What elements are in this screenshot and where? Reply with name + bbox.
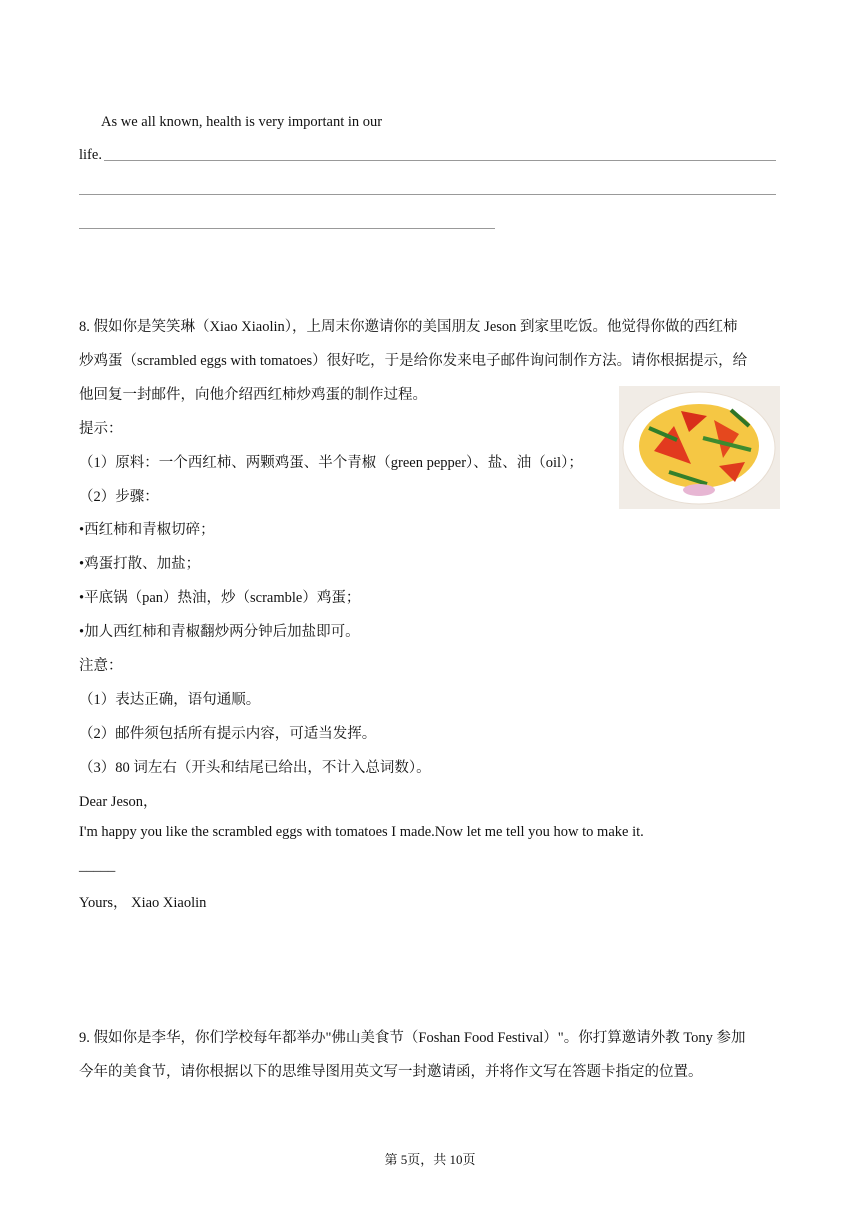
step-item: •平底锅（pan）热油，炒（scramble）鸡蛋； — [79, 590, 361, 606]
hint-item: （1）原料：一个西红柿、两颗鸡蛋、半个青椒（green pepper）、盐、油（oil）； — [79, 455, 583, 471]
q8-intro-line: 他回复一封邮件，向他介绍西红柿炒鸡蛋的制作过程。 — [79, 387, 427, 403]
answer-line — [104, 160, 776, 161]
q9-line: 9. 假如你是李华，你们学校每年都举办"佛山美食节（Foshan Food Festival）"。你打算邀请外教 Tony 参加 — [79, 1030, 746, 1046]
note-item: （2）邮件须包括所有提示内容，可适当发挥。 — [79, 726, 377, 742]
hints-label: 提示： — [79, 421, 123, 437]
letter-closing: Yours， Xiao Xiaolin — [79, 895, 207, 911]
answer-line — [79, 228, 495, 229]
q9-line: 今年的美食节，请你根据以下的思维导图用英文写一封邀请函，并将作文写在答题卡指定的位置。 — [79, 1064, 703, 1080]
hint-item: （2）步骤： — [79, 489, 159, 505]
letter-opening: I'm happy you like the scrambled eggs with tomatoes I made.Now let me tell you how to make it. — [79, 824, 644, 840]
page-footer: 第 5页，共 10页 — [384, 1152, 476, 1167]
letter-greeting: Dear Jeson， — [79, 794, 158, 810]
note-item: （3）80 词左右（开头和结尾已给出，不计入总词数）。 — [79, 760, 431, 776]
essay-opening: As we all known, health is very important in our — [101, 114, 383, 130]
step-item: •西红柿和青椒切碎； — [79, 522, 215, 538]
step-item: •加人西红柿和青椒翻炒两分钟后加盐即可。 — [79, 624, 360, 640]
notes-label: 注意： — [79, 658, 123, 674]
answer-line — [79, 194, 776, 195]
step-item: •鸡蛋打散、加盐； — [79, 556, 201, 572]
note-item: （1）表达正确，语句通顺。 — [79, 692, 261, 708]
q8-intro-line: 炒鸡蛋（scrambled eggs with tomatoes）很好吃，于是给你发来电子邮件询问制作方法。请你根据提示，给 — [79, 353, 748, 369]
letter-blank: _____ — [79, 858, 116, 874]
q8-intro-line: 8. 假如你是笑笑琳（Xiao Xiaolin），上周末你邀请你的美国朋友 Jeson 到家里吃饭。他觉得你做的西红柿 — [79, 319, 738, 335]
essay-life-label: life. — [79, 147, 102, 163]
dish-photo — [619, 386, 780, 509]
